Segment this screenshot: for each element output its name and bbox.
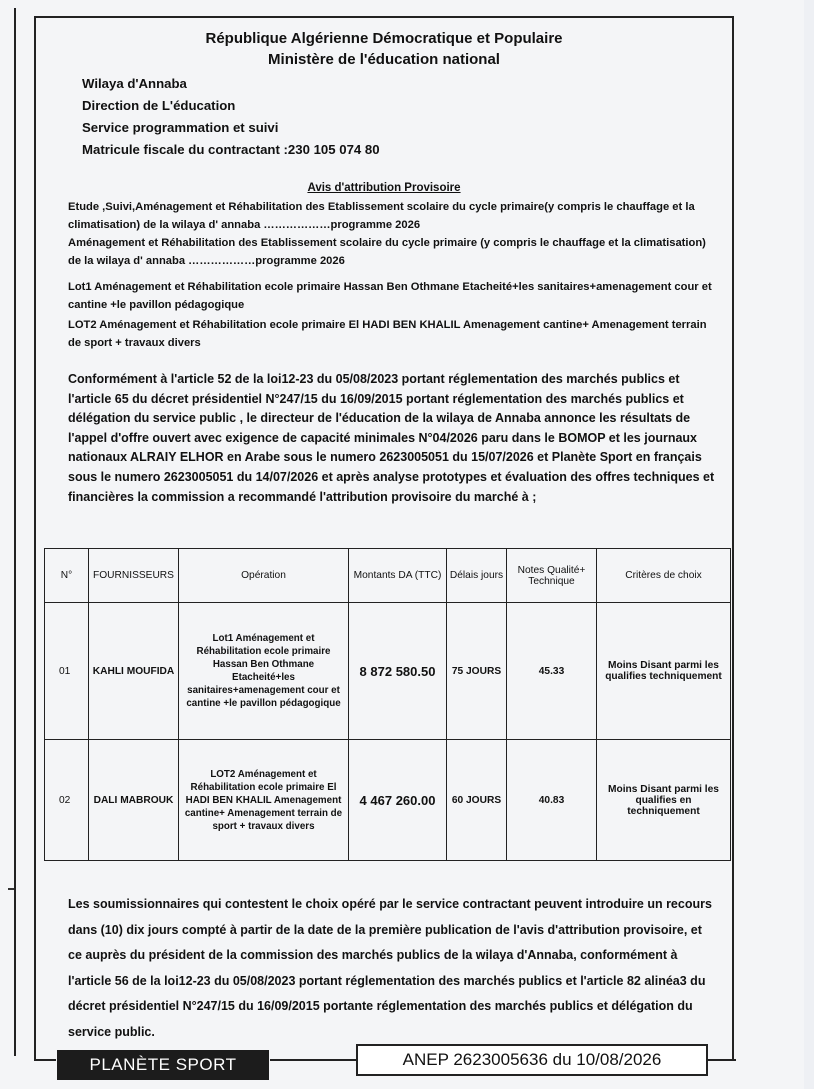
intro-programme: Aménagement et Réhabilitation des Etablissement scolaire du cycle primaire (y compris le chauffage et la climatisation) de la wilaya d' annaba ………………programme 2026 bbox=[68, 237, 706, 267]
row-fournisseur: KAHLI MOUFIDA bbox=[89, 603, 179, 740]
matricule-line: Matricule fiscale du contractant :230 105 074 80 bbox=[82, 142, 380, 157]
header-notes: Notes Qualité+ Technique bbox=[507, 549, 597, 603]
row-montant: 4 467 260.00 bbox=[349, 740, 447, 861]
frame-bottom-rule bbox=[34, 1059, 56, 1061]
legal-paragraph: Conformément à l'article 52 de la loi12-23 du 05/08/2023 portant réglementation des marchés publics et l'article 65 du décret présidentiel N°247/15 du 16/09/2015 portant réglementation des marchés publics et délégation du service public , le directeur de l'éducation de la wilaya de Annaba annonce les résultats de l'appel d'offre ouvert avec exigence de capacité minimales N°04/2026 paru dans le BOMOP et les journaux nationaux ALRAIY ELHOR en Arabe sous le numero 2623005051 du 15/07/2026 et Planète Sport en français sous le numero 2623005051 du 14/07/2026 et après analyse prototypes et évaluation des offres techniques et financières la commission a recommandé l'attribution provisoire du marché à ; bbox=[68, 372, 715, 504]
row-num: 01 bbox=[45, 603, 89, 740]
header-montants: Montants DA (TTC) bbox=[349, 549, 447, 603]
table-row bbox=[45, 740, 731, 861]
row-montant: 8 872 580.50 bbox=[349, 603, 447, 740]
row-critere: Moins Disant parmi les qualifies en techniquement bbox=[597, 740, 731, 861]
recourse-paragraph: Les soumissionnaires qui contestent le choix opéré par le service contractant peuvent introduire un recours dans (10) dix jours compté à partir de la date de la première publication de l'avis d'attribution provisoire, et ce auprès du président de la commission des marchés publics de la wilaya d'Annaba, conformément à l'article 56 de la loi12-23 du 05/08/2023 portant réglementation des marchés publics et l'article 82 alinéa3 du décret présidentiel N°247/15 du 16/09/2015 portante réglementation des marchés publics et délégation du service public. bbox=[68, 897, 712, 1039]
intro-lot1: Lot1 Aménagement et Réhabilitation ecole primaire Hassan Ben Othmane Etacheité+les sanitaires+amenagement cour et cantine +le pavillon pédagogique bbox=[68, 281, 712, 311]
header-operation: Opération bbox=[179, 549, 349, 603]
table-row bbox=[45, 603, 731, 740]
ministry-title: Ministère de l'éducation national bbox=[268, 51, 500, 68]
header-criteres: Critères de choix bbox=[597, 549, 731, 603]
row-critere: Moins Disant parmi les qualifies techniquement bbox=[597, 603, 731, 740]
direction-line: Direction de L'éducation bbox=[82, 98, 236, 113]
row-operation: Lot1 Aménagement et Réhabilitation ecole primaire Hassan Ben Othmane Etacheité+les sanitaires+amenagement cour et cantine +le pavillon pédagogique bbox=[179, 603, 349, 740]
adjacent-column-border bbox=[0, 8, 16, 1056]
header-num: N° bbox=[45, 549, 89, 603]
adjacent-column-mark bbox=[8, 888, 14, 890]
row-fournisseur: DALI MABROUK bbox=[89, 740, 179, 861]
row-operation: LOT2 Aménagement et Réhabilitation ecole primaire El HADI BEN KHALIL Amenagement cantine+ Amenagement terrain de sport + travaux divers bbox=[179, 740, 349, 861]
row-note: 40.83 bbox=[507, 740, 597, 861]
row-delai: 75 JOURS bbox=[447, 603, 507, 740]
table-header-row bbox=[45, 549, 731, 603]
header-delais: Délais jours bbox=[447, 549, 507, 603]
row-note: 45.33 bbox=[507, 603, 597, 740]
frame-bottom-rule bbox=[270, 1059, 356, 1061]
publication-banner: PLANÈTE SPORT bbox=[57, 1050, 269, 1080]
wilaya-line: Wilaya d'Annaba bbox=[82, 76, 187, 91]
frame-bottom-rule bbox=[708, 1059, 736, 1061]
republic-title: République Algérienne Démocratique et Populaire bbox=[205, 30, 563, 47]
intro-study: Etude ,Suivi,Aménagement et Réhabilitation des Etablissement scolaire du cycle primaire(y compris le chauffage et la climatisation) de la wilaya d' annaba ………………programme 2026 bbox=[68, 201, 695, 231]
header-fournisseurs: FOURNISSEURS bbox=[89, 549, 179, 603]
anep-reference: ANEP 2623005636 du 10/08/2026 bbox=[356, 1044, 708, 1076]
page-edge bbox=[804, 0, 814, 1089]
row-num: 02 bbox=[45, 740, 89, 861]
service-line: Service programmation et suivi bbox=[82, 120, 279, 135]
avis-title: Avis d'attribution Provisoire bbox=[307, 182, 461, 194]
row-delai: 60 JOURS bbox=[447, 740, 507, 861]
intro-lot2: LOT2 Aménagement et Réhabilitation ecole primaire El HADI BEN KHALIL Amenagement cantine+ Amenagement terrain de sport + travaux divers bbox=[68, 319, 707, 349]
attribution-table bbox=[44, 548, 731, 861]
